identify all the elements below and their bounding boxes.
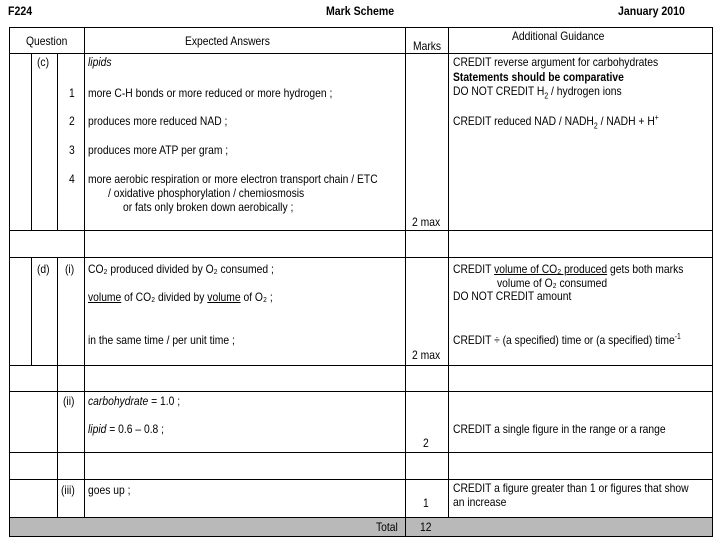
answer-d-i-2: volume of CO₂ divided by volume of O₂ ; <box>88 290 273 304</box>
guidance-d-i-3: DO NOT CREDIT amount <box>453 289 572 303</box>
total-marks: 12 <box>420 520 432 534</box>
point-number: 3 <box>69 143 75 157</box>
answer-c-4-cont: / oxidative phosphorylation / chemiosmosis <box>108 186 305 200</box>
guidance-d-ii-1: CREDIT a single figure in the range or a range <box>453 422 666 436</box>
marks-d-ii: 2 <box>423 436 429 450</box>
col-header-question: Question <box>26 34 68 48</box>
answer-c-lipids: lipids <box>88 55 112 69</box>
guidance-c-2: Statements should be comparative <box>453 70 624 84</box>
answer-d-i-1: CO₂ produced divided by O₂ consumed ; <box>88 262 274 276</box>
document-title: Mark Scheme <box>326 4 395 18</box>
paper-code: F224 <box>8 4 33 18</box>
total-label: Total <box>376 520 398 534</box>
guidance-c-3: DO NOT CREDIT $H_2$ / hydrogen ions <box>453 84 622 101</box>
guidance-d-iii-1: CREDIT a figure greater than 1 or figures that show <box>453 481 689 495</box>
answer-c-4-cont: or fats only broken down aerobically ; <box>123 200 294 214</box>
point-number: 4 <box>69 172 75 186</box>
marks-d-iii: 1 <box>423 496 429 510</box>
answer-d-ii-2: lipid = 0.6 – 0.8 ; <box>88 422 165 436</box>
marks-c: 2 max <box>412 215 441 229</box>
question-d-label: (d) <box>37 262 50 276</box>
exam-date: January 2010 <box>618 4 685 18</box>
answer-c-2: produces more reduced NAD ; <box>88 114 228 128</box>
part-i-label: (i) <box>65 262 75 276</box>
part-ii-label: (ii) <box>63 394 75 408</box>
guidance-d-iii-2: an increase <box>453 495 507 509</box>
answer-c-4: more aerobic respiration or more electron transport chain / ETC <box>88 172 378 186</box>
guidance-c-4: CREDIT reduced NAD / $NADH_2$ / NADH + H+ <box>453 113 659 131</box>
answer-d-iii-1: goes up ; <box>88 483 131 497</box>
col-header-guidance: Additional Guidance <box>512 29 605 43</box>
col-header-expected: Expected Answers <box>185 34 270 48</box>
part-iii-label: (iii) <box>61 483 75 497</box>
guidance-c-1: CREDIT reverse argument for carbohydrates <box>453 55 659 69</box>
answer-d-ii-1: carbohydrate = 1.0 ; <box>88 394 181 408</box>
point-number: 2 <box>69 114 75 128</box>
question-c-label: (c) <box>37 55 50 69</box>
point-number: 1 <box>69 86 75 100</box>
col-header-marks: Marks <box>413 39 442 53</box>
marks-d-i: 2 max <box>412 348 441 362</box>
answer-c-1: more C-H bonds or more reduced or more hydrogen ; <box>88 86 333 100</box>
answer-c-3: produces more ATP per gram ; <box>88 143 229 157</box>
total-row <box>9 517 713 537</box>
answer-d-i-3: in the same time / per unit time ; <box>88 333 235 347</box>
guidance-d-i-1: CREDIT volume of CO₂ produced gets both marks <box>453 262 684 276</box>
guidance-d-i-4: CREDIT ÷ (a specified) time or (a specified) time$^{-1}$ <box>453 332 681 347</box>
guidance-d-i-2: volume of O₂ consumed <box>497 276 608 290</box>
